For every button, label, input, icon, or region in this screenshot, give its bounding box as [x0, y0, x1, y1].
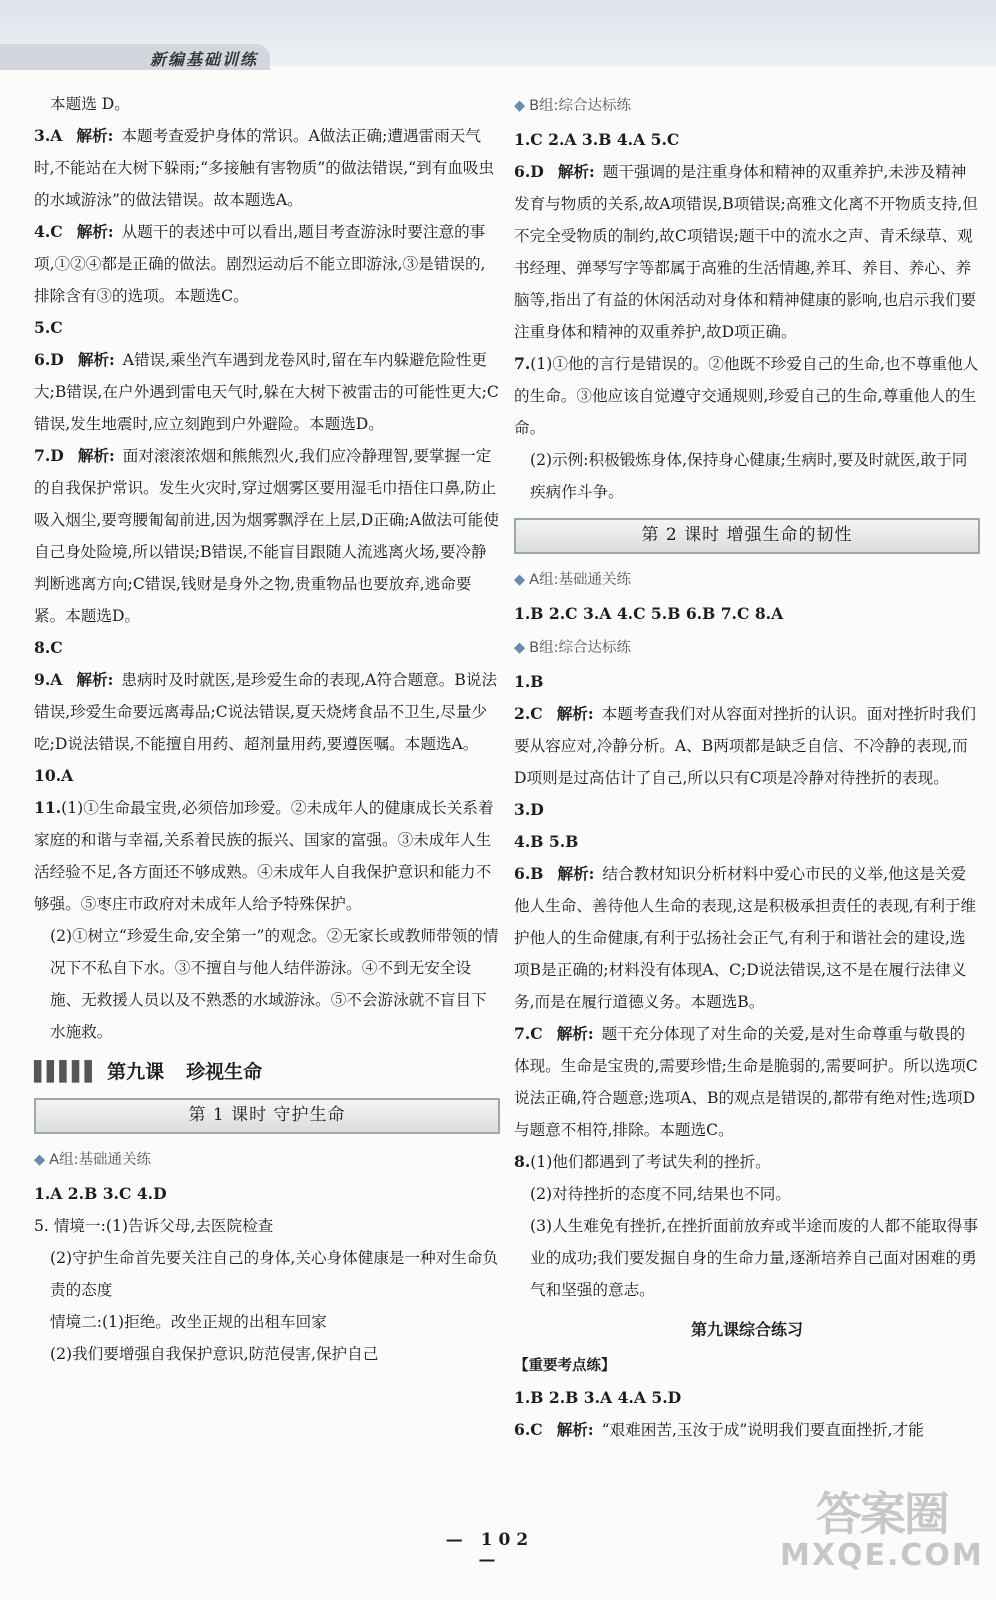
key-points-label: 【重要考点练】 — [514, 1357, 616, 1374]
group-b-label-2: ◆ B组:综合达标练 — [514, 640, 631, 656]
q6b: 6.B 解析: 结合教材知识分析材料中爱心市民的义举,他这是关爱他人生命、善待他人生命的表现,这是积极承担责任的表现,有利于维护他人的生命健康,有利于弘扬社会正气,有利于和谐社会的建设,选项B是正确的;材料没有体现A、C;D说法错误,这不是在履行法律义务,而是在履行道德义务。本题选B。 — [514, 864, 977, 1011]
q6: 6.D 解析: 题干强调的是注重身体和精神的双重养护,未涉及精神发育与物质的关系,故A项错误,B项错误;高雅文化离不开物质支持,但不完全受物质的制约,故C项错误;题干中的流水之声、青禾绿草、观书经理、弹琴写字等都属于高雅的生活情趣,养耳、养目、养心、养脑等,指出了有益的休闲活动对身体和精神健康的影响,也启示我们要注重身体和精神的双重养护,故D项正确。 — [514, 162, 978, 341]
group-a-label: ◆ A组:基础通关练 — [34, 1152, 151, 1168]
group-a-label: ◆ A组:基础通关练 — [514, 572, 631, 588]
q8-part3: (3)人生难免有挫折,在挫折面前放弃或半途而废的人都不能取得事业的成功;我们要发掘自身的生命力量,逐渐培养自己面对困难的勇气和坚强的意志。 — [530, 1217, 979, 1299]
key-points-answers: 1.B 2.B 3.A 4.A 5.D — [514, 1388, 682, 1407]
q2: 2.C 解析: 本题考查我们对从容面对挫折的认识。面对挫折时我们要从容应对,冷静分析。A、B两项都是缺乏自信、不冷静的表现,而D项则是过高估计了自己,所以只有C项是冷静对待挫折的表现。 — [514, 704, 976, 787]
q5: 5.C — [34, 318, 63, 337]
review-title: 第九课综合练习 — [690, 1320, 803, 1339]
q6: 6.D 解析: A错误,乘坐汽车遇到龙卷风时,留在车内躲避危险性更大;B错误,在户外遇到雷电天气时,躲在大树下被雷击的可能性更大;C错误,发生地震时,应立刻跑到户外避险。本题选D。 — [34, 350, 499, 433]
q7: 7.D 解析: 面对滚滚浓烟和熊熊烈火,我们应冷静理智,要掌握一定的自我保护常识。发生火灾时,穿过烟雾区要用湿毛巾捂住口鼻,防止吸入烟尘,要弯腰匍匐前进,因为烟雾飘浮在上层,D正确;A做法可能使自己身处险境,所以错误;B错误,不能盲目跟随人流逃离火场,要冷静判断逃离方向;C错误,钱财是身外之物,贵重物品也要放弃,逃命要紧。本题选D。 — [34, 446, 499, 625]
q7-part2: (2)示例:积极锻炼身体,保持身心健康;生病时,要及时就医,敢于同疾病作斗争。 — [530, 451, 968, 501]
q6c: 6.C 解析: “艰难困苦,玉汝于成”说明我们要直面挫折,才能 — [514, 1420, 924, 1439]
q1: 1.B — [514, 672, 544, 691]
q2-tail: 本题选 D。 — [50, 95, 130, 113]
header-title: 新编基础训练 — [150, 50, 259, 69]
q3: 3.D — [514, 800, 544, 819]
q5-scenario-2-part2: (2)我们要增强自我保护意识,防范侵害,保护自己 — [50, 1345, 379, 1363]
left-column — [34, 88, 500, 1370]
q5-scenario-2: 情境二:(1)拒绝。改坐正规的出租车回家 — [50, 1313, 327, 1331]
lesson-heading: ▌▌▌▌▌ 第九课 珍视生命 — [34, 1061, 263, 1083]
lesson-1-banner: 第 1 课时 守护生命 — [34, 1098, 500, 1134]
q8-part1: 8.(1)他们都遇到了考试失利的挫折。 — [514, 1152, 771, 1171]
q11-part2: (2)①树立“珍爱生命,安全第一”的观念。②无家长或教师带领的情况下不私自下水。③不擅自与他人结伴游泳。④不到无安全设施、无救援人员以及不熟悉的水域游泳。⑤不会游泳就不盲目下水施救。 — [50, 927, 499, 1041]
lesson-2-banner: 第 2 课时 增强生命的韧性 — [514, 518, 980, 554]
q7b: 7.C 解析: 题干充分体现了对生命的关爱,是对生命尊重与敬畏的体现。生命是宝贵的,需要珍惜;生命是脆弱的,需要呵护。所以选项C说法正确,符合题意;选项A、B的观点是错误的,都带有绝对性;选项D与题意不相符,排除。本题选C。 — [514, 1024, 978, 1139]
q11-part1: 11.(1)①生命最宝贵,必须倍加珍爱。②未成年人的健康成长关系着家庭的和谐与幸福,关系着民族的振兴、国家的富强。③未成年人生活经验不足,各方面还不够成熟。④未成年人自我保护意识和能力不够强。⑤枣庄市政府对未成年人给予特殊保护。 — [34, 798, 494, 913]
right-column — [514, 88, 980, 1446]
lesson-bars: ▌▌▌▌▌ — [34, 1061, 98, 1083]
group-a-answers: 1.B 2.C 3.A 4.C 5.B 6.B 7.C 8.A — [514, 604, 784, 623]
page-number: — 102 — — [445, 1530, 535, 1570]
q9: 9.A 解析: 患病时及时就医,是珍爱生命的表现,A符合题意。B说法错误,珍爱生命要远离毒品;C说法错误,夏天烧烤食品不卫生,尽量少吃;D说法错误,不能擅自用药、超剂量用药,要遵医嘱。本题选A。 — [34, 670, 498, 753]
group-a-answers: 1.A 2.B 3.C 4.D — [34, 1184, 167, 1203]
q7-part1: 7.(1)①他的言行是错误的。②他既不珍爱自己的生命,也不尊重他人的生命。③他应该自觉遵守交通规则,珍爱自己的生命,尊重他人的生命。 — [514, 354, 979, 437]
diamond-icon: ◆ — [514, 98, 526, 114]
diamond-icon: ◆ — [514, 572, 526, 588]
q4: 4.C 解析: 从题干的表述中可以看出,题目考查游泳时要注意的事项,①②④都是正确的做法。剧烈运动后不能立即游泳,③是错误的,排除含有③的选项。本题选C。 — [34, 222, 486, 305]
diamond-icon: ◆ — [514, 640, 526, 656]
group-b-answers: 1.C 2.A 3.B 4.A 5.C — [514, 130, 680, 149]
watermark — [780, 1487, 984, 1573]
q3: 3.A 解析: 本题考查爱护身体的常识。A做法正确;遭遇雷雨天气时,不能站在大树下躲雨;“多接触有害物质”的做法错误,“到有血吸虫的水域游泳”的做法错误。故本题选A。 — [34, 126, 495, 209]
q8: 8.C — [34, 638, 63, 657]
q4-q5: 4.B 5.B — [514, 832, 579, 851]
q8-part2: (2)对待挫折的态度不同,结果也不同。 — [530, 1185, 791, 1203]
watermark-url: MXQE.COM — [780, 1538, 984, 1573]
watermark-logo: 答案圈 — [815, 1487, 948, 1541]
diamond-icon: ◆ — [34, 1152, 46, 1168]
group-b-label: ◆ B组:综合达标练 — [514, 98, 631, 114]
q10: 10.A — [34, 766, 74, 785]
q5-scenario-1-part2: (2)守护生命首先要关注自己的身体,关心身体健康是一种对生命负责的态度 — [50, 1249, 499, 1299]
q5-scenario-1: 5. 情境一:(1)告诉父母,去医院检查 — [34, 1217, 274, 1235]
